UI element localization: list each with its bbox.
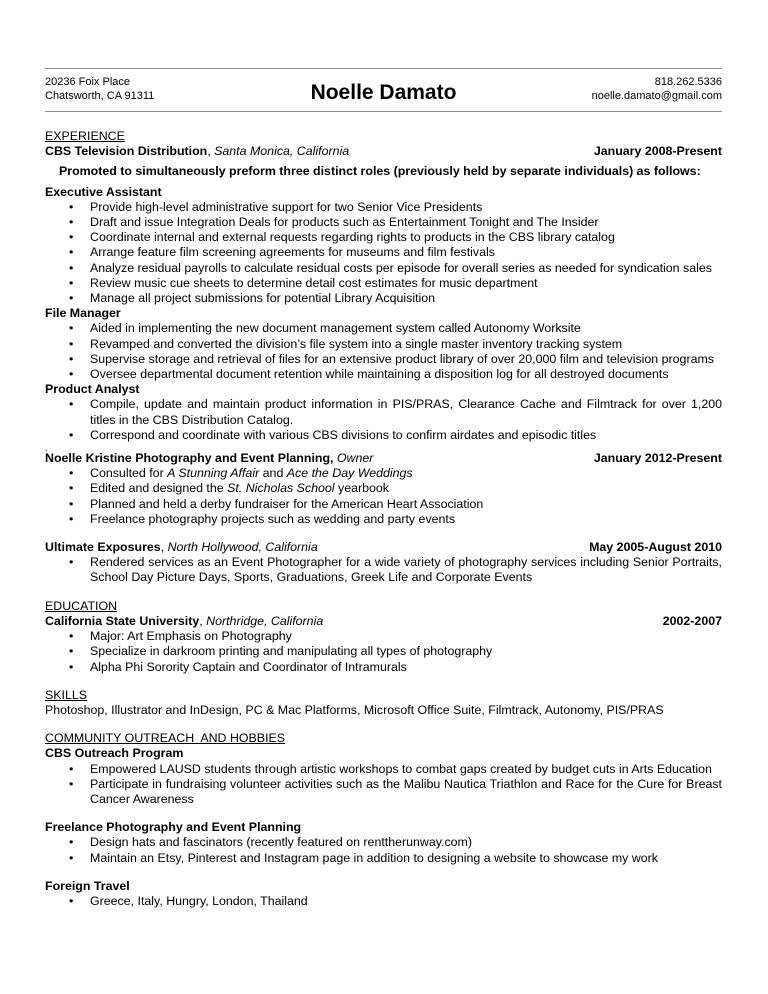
list-item: • Provide high-level administrative support for two Senior Vice Presidents <box>45 200 722 215</box>
job-ultimate-bullets <box>45 555 722 585</box>
job-ultimate-location: North Hollywood, California <box>167 540 318 555</box>
list-item: • Oversee departmental document retention while maintaining a disposition log for all destroyed documents <box>45 367 722 382</box>
spacer <box>45 807 722 820</box>
list-item: • Coordinate internal and external requests regarding rights to products in the CBS library catalog <box>45 230 722 245</box>
experience-heading: EXPERIENCE <box>45 129 125 143</box>
resume-body <box>45 129 722 909</box>
job-cbs-sep: , <box>207 144 215 159</box>
job-photography-header <box>45 451 722 466</box>
job-ultimate-company: Ultimate Exposures <box>45 540 161 555</box>
job-ultimate-title <box>45 540 318 555</box>
job-photography-title <box>45 451 373 466</box>
skills-heading: SKILLS <box>45 687 88 702</box>
skills-text: Photoshop, Illustrator and InDesign, PC & Mac Platforms, Microsoft Office Suite, Filmtrack, Autonomy, PIS/PRAS <box>45 702 664 717</box>
spacer <box>45 675 722 688</box>
list-item: • Arrange feature film screening agreements for museums and film festivals <box>45 245 722 260</box>
job-ultimate-sep: , <box>160 540 168 555</box>
community-cbs-bullets <box>45 762 722 808</box>
address-line-1: 20236 Foix Place <box>45 76 130 88</box>
list-item: • Alpha Phi Sorority Captain and Coordinator of Intramurals <box>45 660 722 675</box>
list-item: • Maintain an Etsy, Pinterest and Instagram page in addition to designing a website to showcase my work <box>45 851 722 866</box>
spacer <box>45 718 722 731</box>
job-ultimate-header <box>45 540 722 555</box>
school-name: St. Nicholas School <box>227 481 335 496</box>
community-freelance-title: Freelance Photography and Event Planning <box>45 820 302 835</box>
list-item: • Revamped and converted the division’s file system into a single master inventory tracking system <box>45 337 722 352</box>
list-item: • Draft and issue Integration Deals for products such as Entertainment Tonight and The Insider <box>45 215 722 230</box>
list-item: • Supervise storage and retrieval of files for an extensive product library of over 20,000 film and television programs <box>45 352 722 367</box>
phone-number: 818.262.5336 <box>654 76 722 88</box>
contact-block <box>592 75 722 103</box>
client-name: Ace the Day Weddings <box>286 466 413 481</box>
list-item: • Planned and held a derby fundraiser for the American Heart Association <box>45 497 722 512</box>
list-item: • Major: Art Emphasis on Photography <box>45 629 722 644</box>
list-item: • Aided in implementing the new document management system called Autonomy Worksite <box>45 321 722 336</box>
role-bullet-list <box>45 321 722 382</box>
job-photography-role: Owner <box>336 451 374 466</box>
education-location: Northridge, California <box>206 613 324 628</box>
education-bullets <box>45 629 722 675</box>
spacer <box>45 527 722 540</box>
job-cbs-title <box>45 144 349 159</box>
list-item: • Review music cue sheets to determine detail cost estimates for music department <box>45 276 722 291</box>
job-photography-bullets <box>45 466 722 527</box>
education-school: California State University <box>45 613 200 628</box>
education-heading: EDUCATION <box>45 598 118 613</box>
role-title: File Manager <box>45 306 121 321</box>
role-bullet-list <box>45 397 722 443</box>
job-cbs-dates: January 2008-Present <box>593 144 722 159</box>
education-sep: , <box>199 613 207 628</box>
list-item: • Freelance photography projects such as wedding and party events <box>45 512 722 527</box>
role-title: Executive Assistant <box>45 184 162 199</box>
job-photography-company: Noelle Kristine Photography and Event Planning, <box>45 451 334 466</box>
candidate-name: Noelle Damato <box>310 81 457 104</box>
community-freelance-bullets <box>45 835 722 865</box>
spacer <box>45 586 722 599</box>
job-cbs-header <box>45 144 722 159</box>
education-school-title <box>45 614 323 629</box>
stray-mark: . <box>45 443 48 454</box>
job-cbs-company: CBS Television Distribution <box>45 144 208 159</box>
text-run: yearbook <box>334 481 389 496</box>
list-item <box>45 481 722 496</box>
job-ultimate-dates: May 2005-August 2010 <box>589 540 722 555</box>
client-name: A Stunning Affair <box>167 466 260 481</box>
list-item <box>45 466 722 481</box>
list-item: • Analyze residual payrolls to calculate residual costs per episode for overall series as needed for syndication sales <box>45 261 722 276</box>
list-item: • Design hats and fascinators (recently featured on renttherunway.com) <box>45 835 722 850</box>
job-cbs-location: Santa Monica, California <box>214 144 350 159</box>
community-travel-bullets <box>45 894 722 909</box>
job-cbs-promo: Promoted to simultaneously preform three distinct roles (previously held by separate individuals) as follows: <box>59 164 701 179</box>
header-bottom-rule <box>45 111 722 112</box>
education-school-header <box>45 614 722 629</box>
list-item: • Greece, Italy, Hungry, London, Thailand <box>45 894 722 909</box>
header-top-rule <box>45 68 722 69</box>
text-run: Edited and designed the <box>90 481 228 496</box>
community-heading: COMMUNITY OUTREACH AND HOBBIES <box>45 731 286 746</box>
spacer <box>45 866 722 879</box>
list-item: • Specialize in darkroom printing and manipulating all types of photography <box>45 644 722 659</box>
list-item: • Rendered services as an Event Photographer for a wide variety of photography services including Senior Portraits, School Day Picture Days, Sports, Graduations, Greek Life and Corporate Events <box>45 555 722 585</box>
job-photography-dates: January 2012-Present <box>593 451 722 466</box>
list-item: • Participate in fundraising volunteer activities such as the Malibu Nautica Triathlon and Race for the Cure for Breast Cancer Awareness <box>45 777 722 807</box>
list-item: • Empowered LAUSD students through artistic workshops to combat gaps created by budget cuts in Arts Education <box>45 762 722 777</box>
community-cbs-title: CBS Outreach Program <box>45 746 184 761</box>
text-run: Consulted for <box>90 466 168 481</box>
community-travel-title: Foreign Travel <box>45 878 130 893</box>
text-run: and <box>259 466 287 481</box>
email-address: noelle.damato@gmail.com <box>591 90 722 102</box>
list-item: • Manage all project submissions for potential Library Acquisition <box>45 291 722 306</box>
address-line-2: Chatsworth, CA 91311 <box>45 90 155 102</box>
resume-header <box>45 75 722 107</box>
role-title: Product Analyst <box>45 382 140 397</box>
role-bullet-list <box>45 200 722 306</box>
list-item: • Correspond and coordinate with various CBS divisions to confirm airdates and episodic titles <box>45 428 722 443</box>
education-dates: 2002-2007 <box>662 613 722 628</box>
list-item: • Compile, update and maintain product information in PIS/PRAS, Clearance Cache and Filmtrack for over 1,200 titles in the CBS Distribution Catalog. <box>45 397 722 427</box>
